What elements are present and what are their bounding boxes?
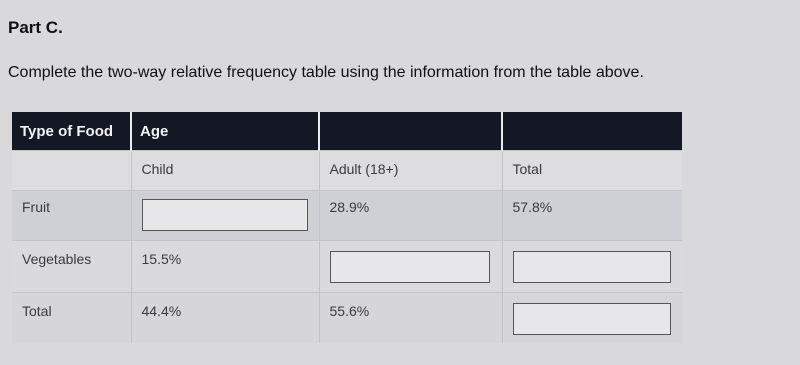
cell-total-total — [502, 293, 682, 343]
cell-total-adult: 55.6% — [319, 293, 502, 343]
cell-fruit-child — [131, 191, 319, 241]
relative-frequency-table — [12, 112, 682, 343]
fruit-child-input[interactable] — [142, 199, 308, 231]
vegetables-adult-input[interactable] — [330, 251, 490, 283]
table-row-total — [12, 293, 682, 343]
total-total-input[interactable] — [513, 303, 671, 335]
cell-vegetables-total — [502, 241, 682, 293]
subheader-blank — [12, 151, 131, 191]
cell-total-child: 44.4% — [131, 293, 319, 343]
header-age: Age — [131, 112, 319, 151]
cell-vegetables-child: 15.5% — [131, 241, 319, 293]
header-blank-2 — [502, 112, 682, 151]
table-header-row — [12, 112, 682, 151]
header-blank-1 — [319, 112, 502, 151]
row-label-fruit: Fruit — [12, 191, 131, 241]
subheader-total: Total — [502, 151, 682, 191]
header-type-of-food: Type of Food — [12, 112, 131, 151]
part-title: Part C. — [8, 18, 63, 37]
table-subheader-row — [12, 151, 682, 191]
subheader-child: Child — [131, 151, 319, 191]
table-row-vegetables — [12, 241, 682, 293]
cell-fruit-total: 57.8% — [502, 191, 682, 241]
row-label-vegetables: Vegetables — [12, 241, 131, 293]
row-label-total: Total — [12, 293, 131, 343]
cell-fruit-adult: 28.9% — [319, 191, 502, 241]
cell-vegetables-adult — [319, 241, 502, 293]
table-row-fruit — [12, 191, 682, 241]
subheader-adult: Adult (18+) — [319, 151, 502, 191]
instructions-text: Complete the two-way relative frequency table using the information from the table above. — [8, 64, 644, 81]
vegetables-total-input[interactable] — [513, 251, 671, 283]
